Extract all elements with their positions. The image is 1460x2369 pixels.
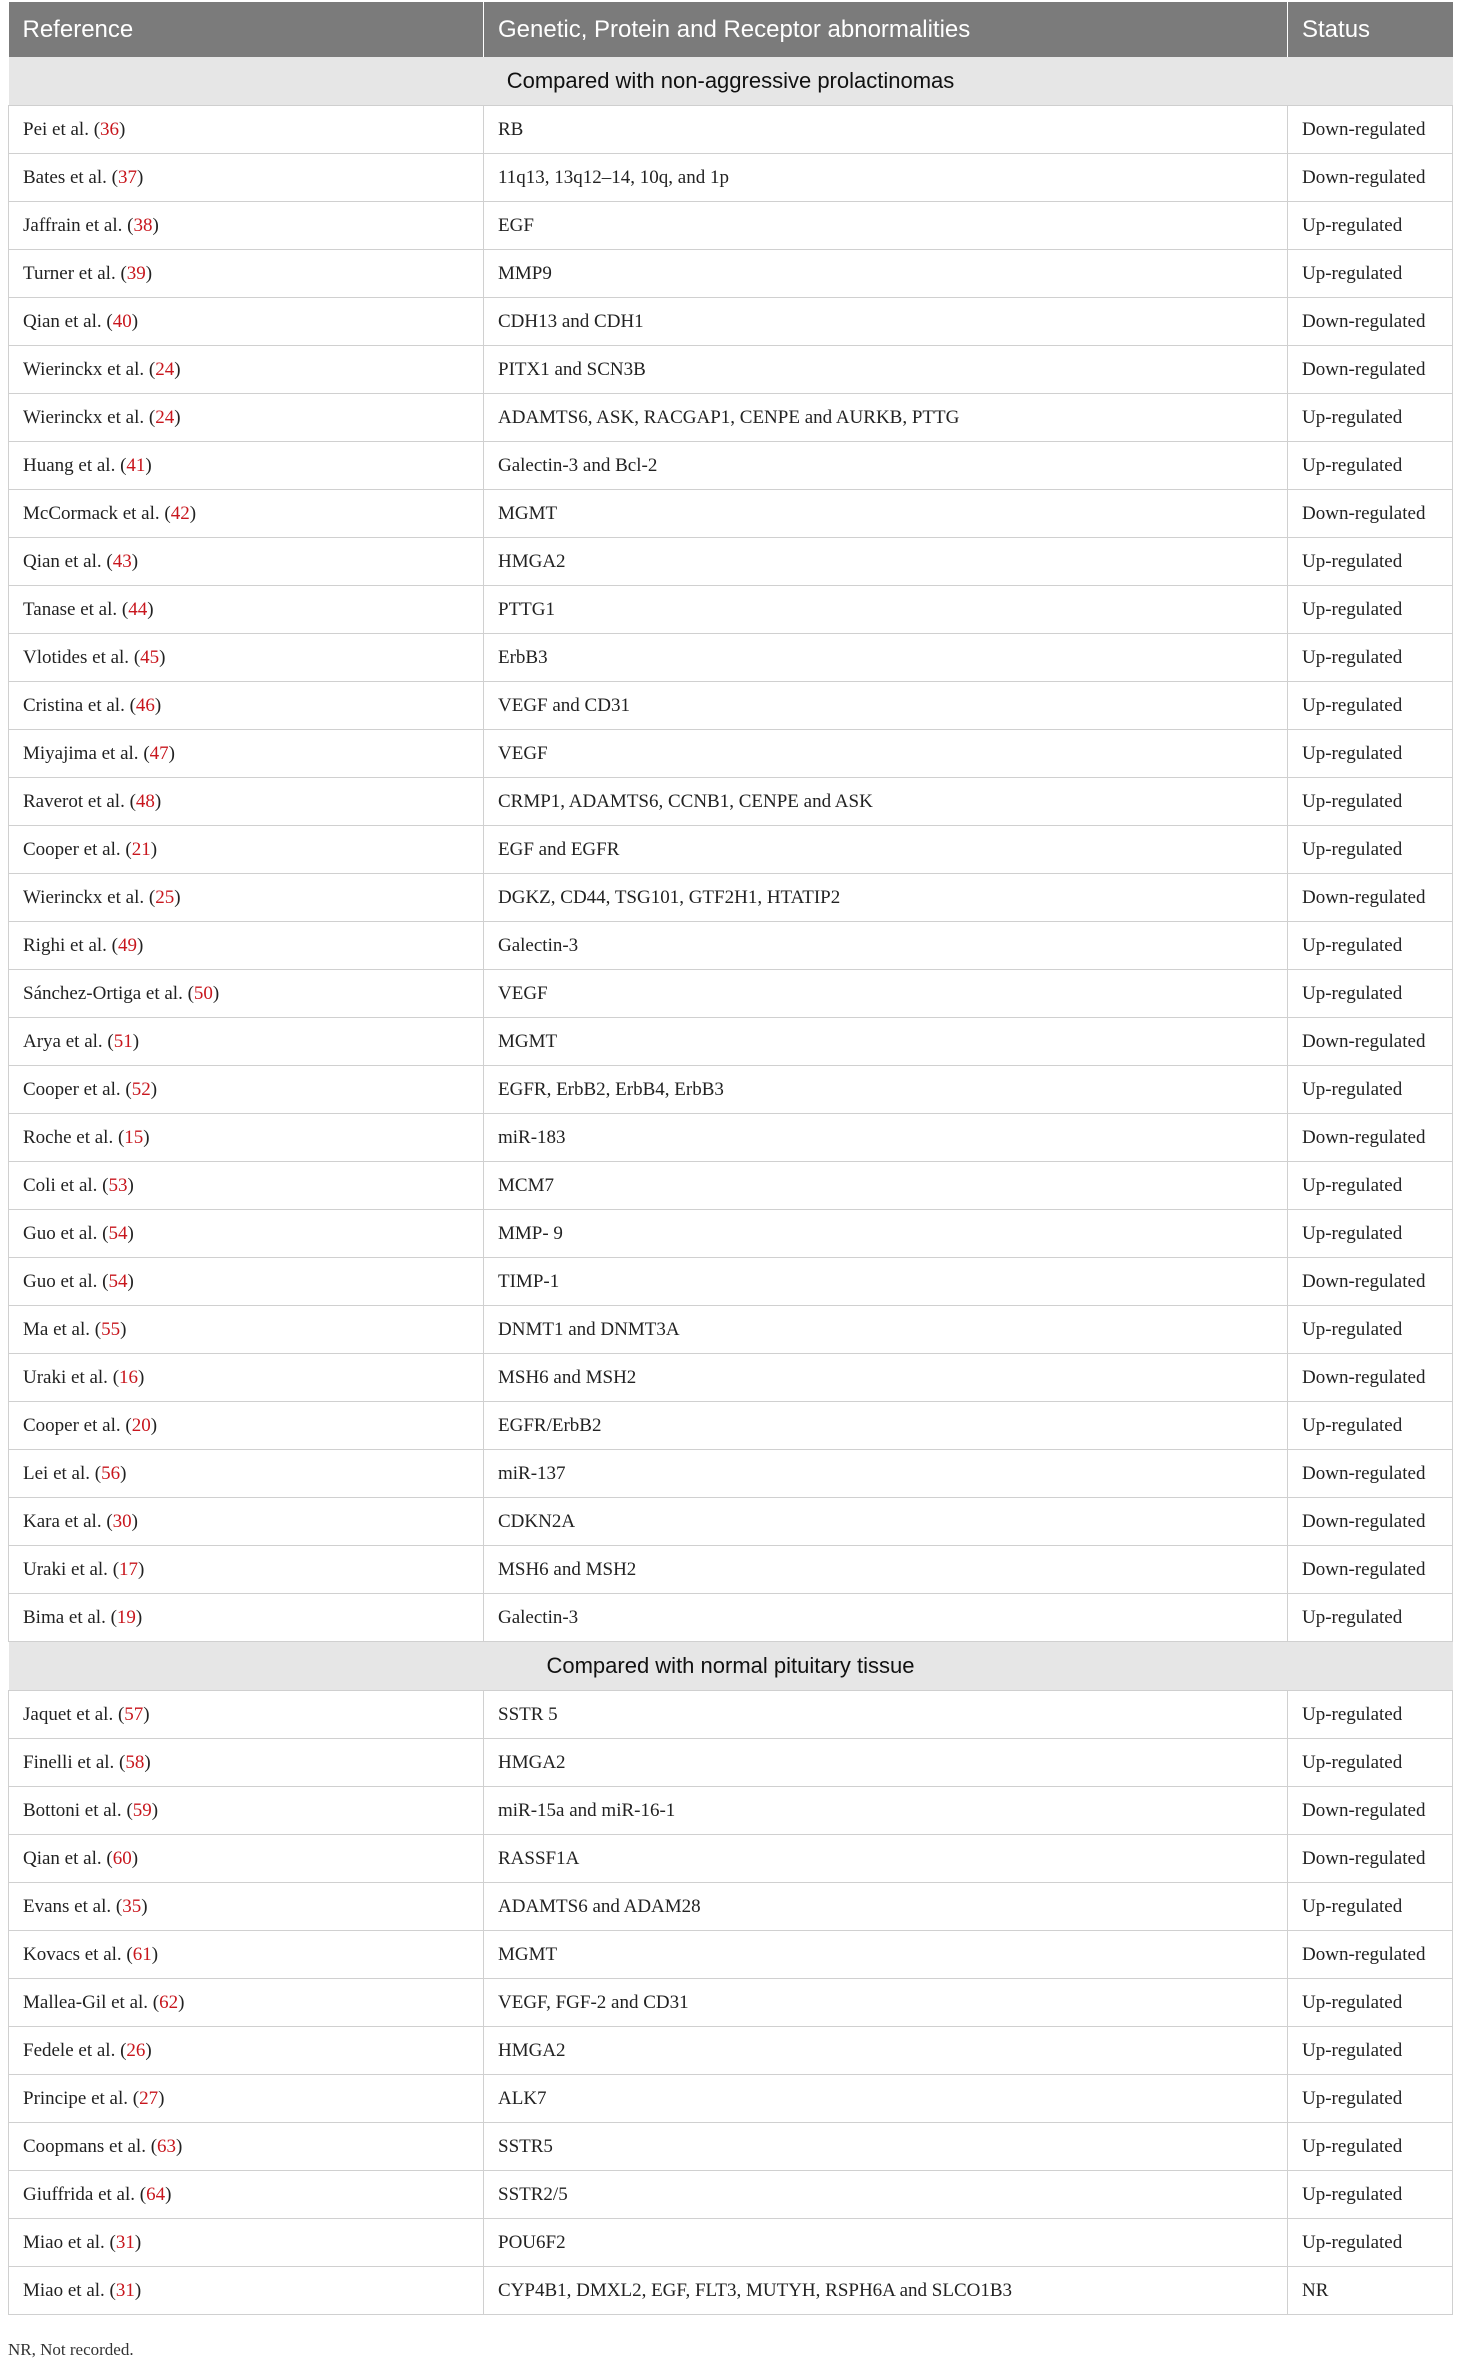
abnormality-cell: miR-137	[484, 1450, 1288, 1498]
reference-author: Cooper et al.	[23, 1078, 121, 1100]
status-cell: Down-regulated	[1288, 1931, 1453, 1979]
reference-author: Mallea-Gil et al.	[23, 1991, 149, 2013]
reference-author: Fedele et al.	[23, 2039, 116, 2061]
abnormality-cell: EGFR, ErbB2, ErbB4, ErbB3	[484, 1066, 1288, 1114]
reference-author: Arya et al.	[23, 1030, 103, 1052]
table-row	[9, 778, 1453, 826]
table-row	[9, 394, 1453, 442]
reference-cell: Jaffrain et al. (38)	[9, 202, 484, 250]
table-row	[9, 1306, 1453, 1354]
abnormality-cell: MCM7	[484, 1162, 1288, 1210]
abnormality-cell: SSTR5	[484, 2123, 1288, 2171]
reference-author: Wierinckx et al.	[23, 406, 145, 428]
citation-link[interactable]: 45	[140, 646, 160, 668]
status-cell: Down-regulated	[1288, 106, 1453, 154]
table-row	[9, 1691, 1453, 1739]
reference-author: Lei et al.	[23, 1462, 90, 1484]
reference-cell: Lei et al. (56)	[9, 1450, 484, 1498]
reference-cell: Wierinckx et al. (24)	[9, 394, 484, 442]
citation-link[interactable]: 57	[124, 1703, 144, 1725]
abnormality-cell: Galectin-3	[484, 922, 1288, 970]
citation-link[interactable]: 35	[122, 1895, 142, 1917]
header-abnormalities: Genetic, Protein and Receptor abnormalities	[484, 2, 1288, 57]
status-cell: Down-regulated	[1288, 1787, 1453, 1835]
reference-cell: Coli et al. (53)	[9, 1162, 484, 1210]
table-row	[9, 2075, 1453, 2123]
reference-author: Miao et al.	[23, 2279, 105, 2301]
abnormality-cell: EGFR/ErbB2	[484, 1402, 1288, 1450]
table-row	[9, 1018, 1453, 1066]
status-cell: Up-regulated	[1288, 2123, 1453, 2171]
table-row	[9, 1210, 1453, 1258]
citation-link[interactable]: 39	[126, 262, 146, 284]
table-row	[9, 1979, 1453, 2027]
reference-author: Cooper et al.	[23, 1414, 121, 1436]
status-cell: Up-regulated	[1288, 682, 1453, 730]
header-reference: Reference	[9, 2, 484, 57]
reference-cell: Qian et al. (60)	[9, 1835, 484, 1883]
citation-link[interactable]: 54	[108, 1270, 128, 1292]
reference-cell: Bima et al. (19)	[9, 1594, 484, 1642]
table-row	[9, 1354, 1453, 1402]
status-cell: Up-regulated	[1288, 1883, 1453, 1931]
section-header	[9, 57, 1453, 106]
abnormality-cell: SSTR 5	[484, 1691, 1288, 1739]
reference-author: Coli et al.	[23, 1174, 98, 1196]
section-header	[9, 1642, 1453, 1691]
reference-cell: Cooper et al. (52)	[9, 1066, 484, 1114]
citation-link[interactable]: 17	[119, 1558, 139, 1580]
reference-cell: Uraki et al. (16)	[9, 1354, 484, 1402]
abnormalities-table	[8, 2, 1453, 2315]
reference-cell: McCormack et al. (42)	[9, 490, 484, 538]
status-cell: Up-regulated	[1288, 1739, 1453, 1787]
reference-author: Uraki et al.	[23, 1366, 108, 1388]
citation-link[interactable]: 41	[126, 454, 146, 476]
abnormality-cell: CRMP1, ADAMTS6, CCNB1, CENPE and ASK	[484, 778, 1288, 826]
abnormality-cell: MSH6 and MSH2	[484, 1546, 1288, 1594]
status-cell: Up-regulated	[1288, 1306, 1453, 1354]
reference-cell: Fedele et al. (26)	[9, 2027, 484, 2075]
citation-link[interactable]: 54	[108, 1222, 128, 1244]
table-body	[9, 57, 1453, 2315]
reference-author: Bates et al.	[23, 166, 107, 188]
reference-cell: Arya et al. (51)	[9, 1018, 484, 1066]
citation-link[interactable]: 53	[108, 1174, 128, 1196]
reference-author: Qian et al.	[23, 550, 102, 572]
status-cell: Down-regulated	[1288, 1258, 1453, 1306]
status-cell: Up-regulated	[1288, 250, 1453, 298]
citation-link[interactable]: 52	[131, 1078, 151, 1100]
table-row	[9, 2123, 1453, 2171]
citation-link[interactable]: 48	[135, 790, 155, 812]
abnormality-cell: HMGA2	[484, 2027, 1288, 2075]
table-row	[9, 1739, 1453, 1787]
reference-author: Giuffrida et al.	[23, 2183, 136, 2205]
citation-link[interactable]: 19	[116, 1606, 136, 1628]
citation-link[interactable]: 31	[115, 2279, 135, 2301]
citation-link[interactable]: 56	[101, 1462, 121, 1484]
table-header	[9, 2, 1453, 57]
reference-author: Turner et al.	[23, 262, 116, 284]
reference-cell: Raverot et al. (48)	[9, 778, 484, 826]
table-row	[9, 586, 1453, 634]
abnormality-cell: VEGF, FGF-2 and CD31	[484, 1979, 1288, 2027]
status-cell: Up-regulated	[1288, 1594, 1453, 1642]
status-cell: Up-regulated	[1288, 2171, 1453, 2219]
reference-author: Qian et al.	[23, 1847, 102, 1869]
table-row	[9, 874, 1453, 922]
reference-cell: Tanase et al. (44)	[9, 586, 484, 634]
table-row	[9, 2171, 1453, 2219]
abnormality-cell: RB	[484, 106, 1288, 154]
table-row	[9, 1114, 1453, 1162]
reference-author: Evans et al.	[23, 1895, 112, 1917]
table-row	[9, 1066, 1453, 1114]
reference-cell: Sánchez-Ortiga et al. (50)	[9, 970, 484, 1018]
status-cell: Down-regulated	[1288, 490, 1453, 538]
abnormality-cell: TIMP-1	[484, 1258, 1288, 1306]
table-row	[9, 250, 1453, 298]
abnormality-cell: VEGF	[484, 970, 1288, 1018]
table-row	[9, 826, 1453, 874]
reference-cell: Bottoni et al. (59)	[9, 1787, 484, 1835]
reference-author: Cristina et al.	[23, 694, 125, 716]
table-footnote: NR, Not recorded.	[8, 2340, 134, 2359]
abnormality-cell: VEGF and CD31	[484, 682, 1288, 730]
status-cell: Up-regulated	[1288, 2027, 1453, 2075]
citation-link[interactable]: 59	[132, 1799, 152, 1821]
status-cell: Up-regulated	[1288, 202, 1453, 250]
status-cell: Down-regulated	[1288, 1114, 1453, 1162]
reference-author: Qian et al.	[23, 310, 102, 332]
citation-link[interactable]: 30	[112, 1510, 132, 1532]
abnormality-cell: miR-15a and miR-16-1	[484, 1787, 1288, 1835]
status-cell: Up-regulated	[1288, 922, 1453, 970]
citation-link[interactable]: 63	[157, 2135, 177, 2157]
table-row	[9, 2027, 1453, 2075]
reference-cell: Principe et al. (27)	[9, 2075, 484, 2123]
reference-cell: Cristina et al. (46)	[9, 682, 484, 730]
citation-link[interactable]: 37	[117, 166, 137, 188]
abnormality-cell: 11q13, 13q12–14, 10q, and 1p	[484, 154, 1288, 202]
abnormality-cell: VEGF	[484, 730, 1288, 778]
reference-cell: Giuffrida et al. (64)	[9, 2171, 484, 2219]
table-row	[9, 1594, 1453, 1642]
table-row	[9, 1498, 1453, 1546]
citation-link[interactable]: 47	[149, 742, 169, 764]
reference-cell: Wierinckx et al. (25)	[9, 874, 484, 922]
citation-link[interactable]: 38	[133, 214, 153, 236]
abnormality-cell: EGF	[484, 202, 1288, 250]
citation-link[interactable]: 27	[139, 2087, 159, 2109]
reference-cell: Miyajima et al. (47)	[9, 730, 484, 778]
reference-cell: Vlotides et al. (45)	[9, 634, 484, 682]
status-cell: Up-regulated	[1288, 826, 1453, 874]
citation-link[interactable]: 24	[155, 406, 175, 428]
table-row	[9, 682, 1453, 730]
citation-link[interactable]: 43	[112, 550, 132, 572]
reference-cell: Finelli et al. (58)	[9, 1739, 484, 1787]
reference-cell: Roche et al. (15)	[9, 1114, 484, 1162]
reference-cell: Evans et al. (35)	[9, 1883, 484, 1931]
reference-cell: Qian et al. (40)	[9, 298, 484, 346]
table-row	[9, 634, 1453, 682]
reference-cell: Cooper et al. (21)	[9, 826, 484, 874]
reference-cell: Mallea-Gil et al. (62)	[9, 1979, 484, 2027]
citation-link[interactable]: 46	[135, 694, 155, 716]
status-cell: Down-regulated	[1288, 1835, 1453, 1883]
abnormality-cell: Galectin-3 and Bcl-2	[484, 442, 1288, 490]
status-cell: Up-regulated	[1288, 1691, 1453, 1739]
reference-cell: Cooper et al. (20)	[9, 1402, 484, 1450]
status-cell: Up-regulated	[1288, 970, 1453, 1018]
reference-cell: Bates et al. (37)	[9, 154, 484, 202]
reference-author: Guo et al.	[23, 1270, 98, 1292]
table-row	[9, 1450, 1453, 1498]
reference-cell: Miao et al. (31)	[9, 2219, 484, 2267]
reference-cell: Ma et al. (55)	[9, 1306, 484, 1354]
abnormality-cell: SSTR2/5	[484, 2171, 1288, 2219]
status-cell: Up-regulated	[1288, 442, 1453, 490]
status-cell: Up-regulated	[1288, 2075, 1453, 2123]
status-cell: NR	[1288, 2267, 1453, 2315]
reference-author: Cooper et al.	[23, 838, 121, 860]
reference-author: Coopmans et al.	[23, 2135, 146, 2157]
reference-cell: Uraki et al. (17)	[9, 1546, 484, 1594]
table-row	[9, 298, 1453, 346]
status-cell: Down-regulated	[1288, 1498, 1453, 1546]
table-row	[9, 1835, 1453, 1883]
table-row	[9, 154, 1453, 202]
status-cell: Up-regulated	[1288, 730, 1453, 778]
citation-link[interactable]: 15	[124, 1126, 144, 1148]
reference-cell: Turner et al. (39)	[9, 250, 484, 298]
status-cell: Down-regulated	[1288, 1354, 1453, 1402]
reference-author: Jaquet et al.	[23, 1703, 114, 1725]
citation-link[interactable]: 50	[193, 982, 213, 1004]
table-row	[9, 1258, 1453, 1306]
status-cell: Up-regulated	[1288, 586, 1453, 634]
abnormality-cell: CDKN2A	[484, 1498, 1288, 1546]
status-cell: Up-regulated	[1288, 634, 1453, 682]
abnormality-cell: PTTG1	[484, 586, 1288, 634]
reference-author: Pei et al.	[23, 118, 89, 140]
reference-author: Bima et al.	[23, 1606, 106, 1628]
status-cell: Up-regulated	[1288, 1162, 1453, 1210]
abnormality-cell: HMGA2	[484, 538, 1288, 586]
citation-link[interactable]: 64	[146, 2183, 166, 2205]
status-cell: Up-regulated	[1288, 1210, 1453, 1258]
status-cell: Up-regulated	[1288, 394, 1453, 442]
reference-cell: Guo et al. (54)	[9, 1258, 484, 1306]
table-row	[9, 538, 1453, 586]
abnormality-cell: CDH13 and CDH1	[484, 298, 1288, 346]
citation-link[interactable]: 44	[128, 598, 148, 620]
reference-cell: Huang et al. (41)	[9, 442, 484, 490]
section-title: Compared with normal pituitary tissue	[9, 1642, 1453, 1691]
reference-author: Raverot et al.	[23, 790, 125, 812]
status-cell: Down-regulated	[1288, 346, 1453, 394]
abnormality-cell: HMGA2	[484, 1739, 1288, 1787]
status-cell: Down-regulated	[1288, 1018, 1453, 1066]
reference-author: McCormack et al.	[23, 502, 160, 524]
abnormality-cell: MMP9	[484, 250, 1288, 298]
abnormality-cell: ADAMTS6 and ADAM28	[484, 1883, 1288, 1931]
table-row	[9, 922, 1453, 970]
reference-cell: Wierinckx et al. (24)	[9, 346, 484, 394]
reference-author: Sánchez-Ortiga et al.	[23, 982, 183, 1004]
status-cell: Up-regulated	[1288, 2219, 1453, 2267]
table-row	[9, 202, 1453, 250]
reference-author: Finelli et al.	[23, 1751, 115, 1773]
reference-cell: Pei et al. (36)	[9, 106, 484, 154]
abnormality-cell: CYP4B1, DMXL2, EGF, FLT3, MUTYH, RSPH6A and SLCO1B3	[484, 2267, 1288, 2315]
reference-author: Uraki et al.	[23, 1558, 108, 1580]
abnormality-cell: MGMT	[484, 1018, 1288, 1066]
abnormality-cell: ALK7	[484, 2075, 1288, 2123]
section-title: Compared with non-aggressive prolactinomas	[9, 57, 1453, 106]
reference-author: Miyajima et al.	[23, 742, 139, 764]
citation-link[interactable]: 24	[155, 358, 175, 380]
status-cell: Up-regulated	[1288, 1066, 1453, 1114]
citation-link[interactable]: 25	[155, 886, 175, 908]
header-status: Status	[1288, 2, 1453, 57]
reference-author: Guo et al.	[23, 1222, 98, 1244]
abnormality-cell: RASSF1A	[484, 1835, 1288, 1883]
abnormality-cell: POU6F2	[484, 2219, 1288, 2267]
reference-author: Roche et al.	[23, 1126, 114, 1148]
abnormality-cell: DNMT1 and DNMT3A	[484, 1306, 1288, 1354]
table-row	[9, 442, 1453, 490]
status-cell: Down-regulated	[1288, 154, 1453, 202]
reference-author: Vlotides et al.	[23, 646, 130, 668]
citation-link[interactable]: 61	[132, 1943, 152, 1965]
table-row	[9, 490, 1453, 538]
table-row	[9, 1162, 1453, 1210]
citation-link[interactable]: 51	[113, 1030, 133, 1052]
abnormality-cell: miR-183	[484, 1114, 1288, 1162]
citation-link[interactable]: 31	[115, 2231, 135, 2253]
abnormality-cell: DGKZ, CD44, TSG101, GTF2H1, HTATIP2	[484, 874, 1288, 922]
abnormality-cell: ErbB3	[484, 634, 1288, 682]
abnormality-cell: EGF and EGFR	[484, 826, 1288, 874]
citation-link[interactable]: 42	[170, 502, 190, 524]
abnormality-cell: ADAMTS6, ASK, RACGAP1, CENPE and AURKB, PTTG	[484, 394, 1288, 442]
reference-author: Wierinckx et al.	[23, 358, 145, 380]
reference-author: Kara et al.	[23, 1510, 102, 1532]
table-row	[9, 346, 1453, 394]
status-cell: Up-regulated	[1288, 778, 1453, 826]
citation-link[interactable]: 21	[131, 838, 151, 860]
reference-cell: Kovacs et al. (61)	[9, 1931, 484, 1979]
citation-link[interactable]: 16	[119, 1366, 139, 1388]
reference-cell: Qian et al. (43)	[9, 538, 484, 586]
status-cell: Up-regulated	[1288, 1979, 1453, 2027]
abnormality-cell: MGMT	[484, 1931, 1288, 1979]
reference-cell: Jaquet et al. (57)	[9, 1691, 484, 1739]
reference-author: Huang et al.	[23, 454, 116, 476]
status-cell: Up-regulated	[1288, 538, 1453, 586]
reference-cell: Righi et al. (49)	[9, 922, 484, 970]
abnormality-cell: MSH6 and MSH2	[484, 1354, 1288, 1402]
reference-author: Wierinckx et al.	[23, 886, 145, 908]
table-row	[9, 1787, 1453, 1835]
citation-link[interactable]: 55	[101, 1318, 121, 1340]
status-cell: Down-regulated	[1288, 1450, 1453, 1498]
status-cell: Up-regulated	[1288, 1402, 1453, 1450]
reference-cell: Miao et al. (31)	[9, 2267, 484, 2315]
status-cell: Down-regulated	[1288, 874, 1453, 922]
table-row	[9, 106, 1453, 154]
reference-cell: Coopmans et al. (63)	[9, 2123, 484, 2171]
citation-link[interactable]: 49	[117, 934, 137, 956]
reference-cell: Kara et al. (30)	[9, 1498, 484, 1546]
abnormality-cell: PITX1 and SCN3B	[484, 346, 1288, 394]
status-cell: Down-regulated	[1288, 298, 1453, 346]
citation-link[interactable]: 58	[125, 1751, 145, 1773]
table-row	[9, 1402, 1453, 1450]
abnormality-cell: MGMT	[484, 490, 1288, 538]
abnormality-cell: Galectin-3	[484, 1594, 1288, 1642]
citation-link[interactable]: 40	[112, 310, 132, 332]
table-row	[9, 1931, 1453, 1979]
reference-cell: Guo et al. (54)	[9, 1210, 484, 1258]
table-row	[9, 730, 1453, 778]
reference-author: Principe et al.	[23, 2087, 128, 2109]
reference-author: Tanase et al.	[23, 598, 118, 620]
table-row	[9, 1883, 1453, 1931]
reference-author: Miao et al.	[23, 2231, 105, 2253]
reference-author: Righi et al.	[23, 934, 107, 956]
reference-author: Jaffrain et al.	[23, 214, 123, 236]
citation-link[interactable]: 36	[100, 118, 120, 140]
citation-link[interactable]: 26	[126, 2039, 146, 2061]
reference-author: Bottoni et al.	[23, 1799, 122, 1821]
status-cell: Down-regulated	[1288, 1546, 1453, 1594]
citation-link[interactable]: 62	[159, 1991, 179, 2013]
citation-link[interactable]: 60	[112, 1847, 132, 1869]
table-row	[9, 970, 1453, 1018]
table-row	[9, 1546, 1453, 1594]
table-row	[9, 2219, 1453, 2267]
reference-author: Ma et al.	[23, 1318, 91, 1340]
citation-link[interactable]: 20	[131, 1414, 151, 1436]
abnormality-cell: MMP- 9	[484, 1210, 1288, 1258]
table-row	[9, 2267, 1453, 2315]
reference-author: Kovacs et al.	[23, 1943, 122, 1965]
